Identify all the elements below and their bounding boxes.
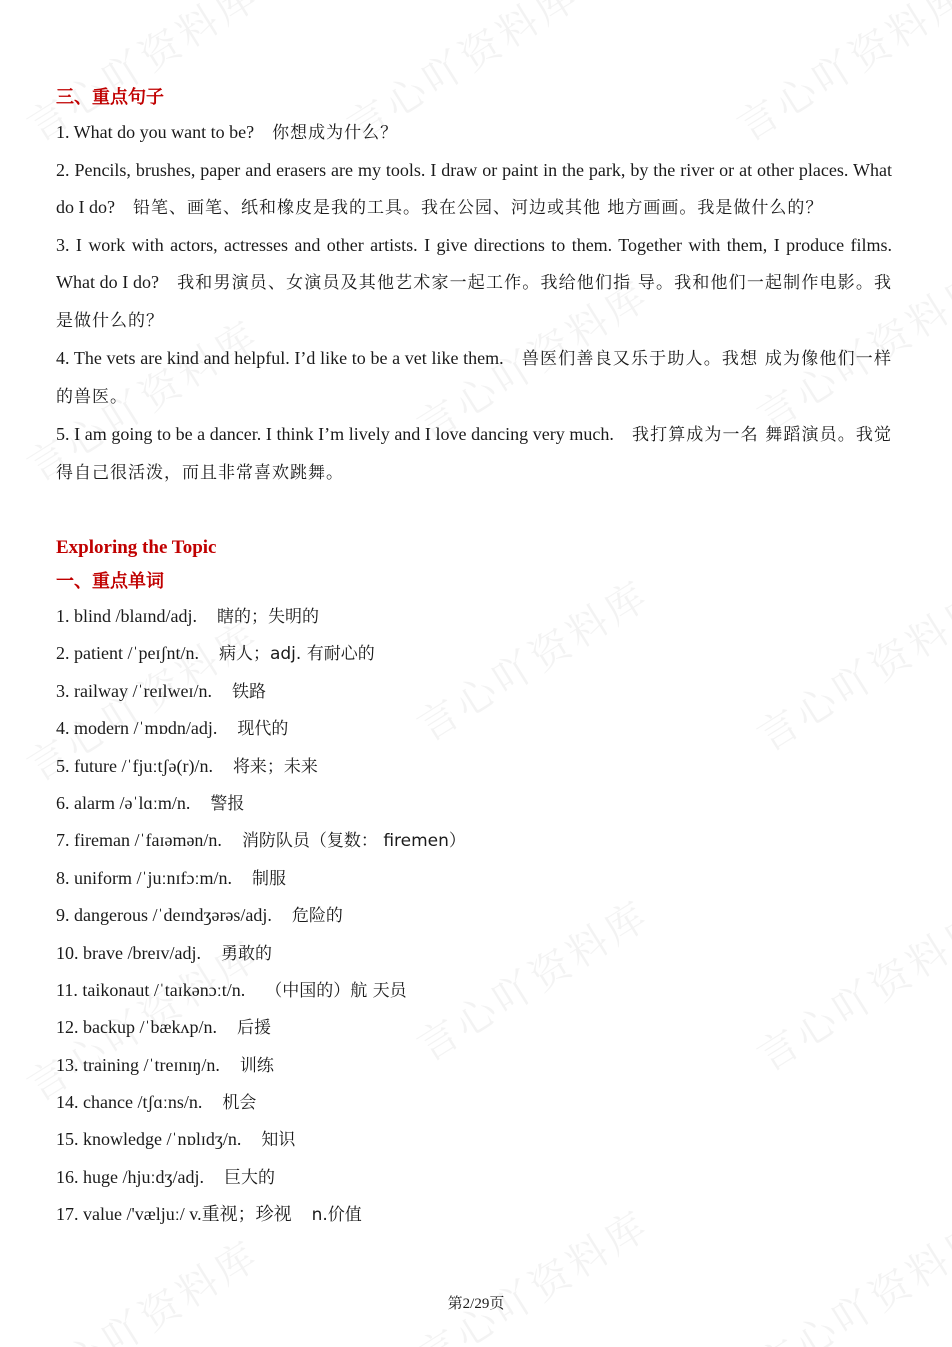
section-heading-key-sentences: 三、重点句子 bbox=[56, 87, 164, 108]
vocab-meaning: 危险的 bbox=[291, 906, 343, 927]
page-number: 第2/29页 bbox=[447, 1296, 505, 1312]
vocab-item bbox=[56, 1009, 892, 1046]
vocab-word: 11. taikonaut /ˈtaɪkənɔːt/n. bbox=[56, 979, 246, 1000]
sentence-item bbox=[56, 416, 892, 492]
vocab-word: 4. modern /ˈmɒdn/adj. bbox=[56, 718, 218, 739]
vocab-meaning: 铁路 bbox=[231, 681, 266, 702]
sentence-english: 5. I am going to be a dancer. I think I’m lively and I love dancing very much. bbox=[56, 424, 614, 444]
sentence-item bbox=[56, 340, 892, 416]
vocab-item bbox=[56, 972, 892, 1009]
vocab-meaning: 现代的 bbox=[237, 719, 289, 740]
vocab-item bbox=[56, 1084, 892, 1121]
vocab-meaning: 机会 bbox=[222, 1093, 257, 1114]
vocab-item bbox=[56, 935, 892, 972]
sentence-chinese: 你想成为什么？ bbox=[272, 123, 399, 143]
vocabulary-list bbox=[56, 598, 892, 1234]
vocab-item bbox=[56, 785, 892, 822]
vocab-meaning: （中国的）航 天员 bbox=[265, 980, 407, 1001]
vocab-word: 16. huge /hjuːdʒ/adj. bbox=[56, 1166, 204, 1187]
vocab-meaning: 后援 bbox=[236, 1018, 271, 1039]
vocab-meaning: n.价值 bbox=[311, 1205, 362, 1226]
vocab-word: 7. fireman /ˈfaɪəmən/n. bbox=[56, 830, 222, 851]
vocab-item bbox=[56, 1196, 892, 1233]
document-page bbox=[56, 86, 892, 1234]
sentence-english: 3. I work with actors, actresses and other artists. I give directions to them. Together with them, I produce films. What do I do? bbox=[56, 235, 892, 292]
vocab-meaning: 知识 bbox=[261, 1130, 296, 1151]
vocab-word: 9. dangerous /ˈdeɪndʒərəs/adj. bbox=[56, 905, 272, 926]
vocab-item bbox=[56, 897, 892, 934]
vocab-word: 12. backup /ˈbækʌp/n. bbox=[56, 1017, 217, 1038]
vocab-word: 5. future /ˈfjuːtʃə(r)/n. bbox=[56, 755, 213, 776]
vocab-meaning: 巨大的 bbox=[223, 1167, 275, 1188]
watermark bbox=[15, 1224, 269, 1347]
sentence-chinese: 铅笔、画笔、纸和橡皮是我的工具。我在公园、河边或其他 地方画画。我是做什么的？ bbox=[132, 198, 824, 218]
vocab-item bbox=[56, 635, 892, 672]
vocab-meaning: 警报 bbox=[210, 793, 245, 814]
vocab-item bbox=[56, 1047, 892, 1084]
vocab-word: 14. chance /tʃɑːns/n. bbox=[56, 1092, 203, 1113]
vocab-word: 17. value /'væljuː/ v.重视；珍视 bbox=[56, 1204, 292, 1225]
sentence-item bbox=[56, 227, 892, 340]
vocab-item bbox=[56, 710, 892, 747]
vocab-item bbox=[56, 673, 892, 710]
vocab-word: 8. uniform /ˈjuːnɪfɔːm/n. bbox=[56, 867, 232, 888]
sentence-item bbox=[56, 152, 892, 227]
sentence-english: 4. The vets are kind and helpful. I’d like to be a vet like them. bbox=[56, 348, 504, 368]
vocab-item bbox=[56, 598, 892, 635]
sentence-item bbox=[56, 114, 892, 152]
sentence-english: 2. Pencils, brushes, paper and erasers are my tools. I draw or paint in the park, by the river or at other places. What do I do? bbox=[56, 160, 892, 217]
vocab-meaning: 将来；未来 bbox=[232, 756, 318, 777]
vocab-word: 1. blind /blaɪnd/adj. bbox=[56, 606, 197, 626]
vocab-item bbox=[56, 1121, 892, 1158]
vocab-item bbox=[56, 1159, 892, 1196]
vocab-meaning: 消防队员（复数： firemen） bbox=[241, 831, 466, 852]
vocab-item bbox=[56, 748, 892, 785]
sentence-chinese: 我和男演员、女演员及其他艺术家一起工作。我给他们指 导。我和他们一起制作电影。我是做什么的？ bbox=[56, 273, 892, 331]
vocab-meaning: 制服 bbox=[251, 868, 286, 889]
vocab-word: 13. training /ˈtreɪnɪŋ/n. bbox=[56, 1054, 220, 1075]
vocab-item bbox=[56, 822, 892, 859]
vocab-word: 10. brave /breɪv/adj. bbox=[56, 942, 201, 963]
vocab-word: 2. patient /ˈpeɪʃnt/n. bbox=[56, 643, 199, 664]
vocab-word: 3. railway /ˈreɪlweɪ/n. bbox=[56, 680, 212, 701]
vocab-word: 6. alarm /əˈlɑːm/n. bbox=[56, 792, 191, 813]
sentence-chinese: 兽医们善良又乐于助人。我想 成为像他们一样的兽医。 bbox=[56, 349, 892, 407]
vocab-item bbox=[56, 860, 892, 897]
vocab-meaning: 训练 bbox=[239, 1055, 274, 1076]
vocab-meaning: 病人；adj. 有耐心的 bbox=[218, 644, 375, 665]
vocab-word: 15. knowledge /ˈnɒlɪdʒ/n. bbox=[56, 1129, 242, 1150]
topic-title: Exploring the Topic bbox=[56, 537, 217, 558]
sentence-english: 1. What do you want to be? bbox=[56, 122, 255, 142]
section-heading-key-words: 一、重点单词 bbox=[56, 571, 164, 592]
vocab-meaning: 瞎的；失明的 bbox=[217, 607, 319, 627]
sentence-chinese: 我打算成为一名 舞蹈演员。我觉得自己很活泼，而且非常喜欢跳舞。 bbox=[56, 425, 893, 483]
vocab-meaning: 勇敢的 bbox=[220, 943, 272, 964]
